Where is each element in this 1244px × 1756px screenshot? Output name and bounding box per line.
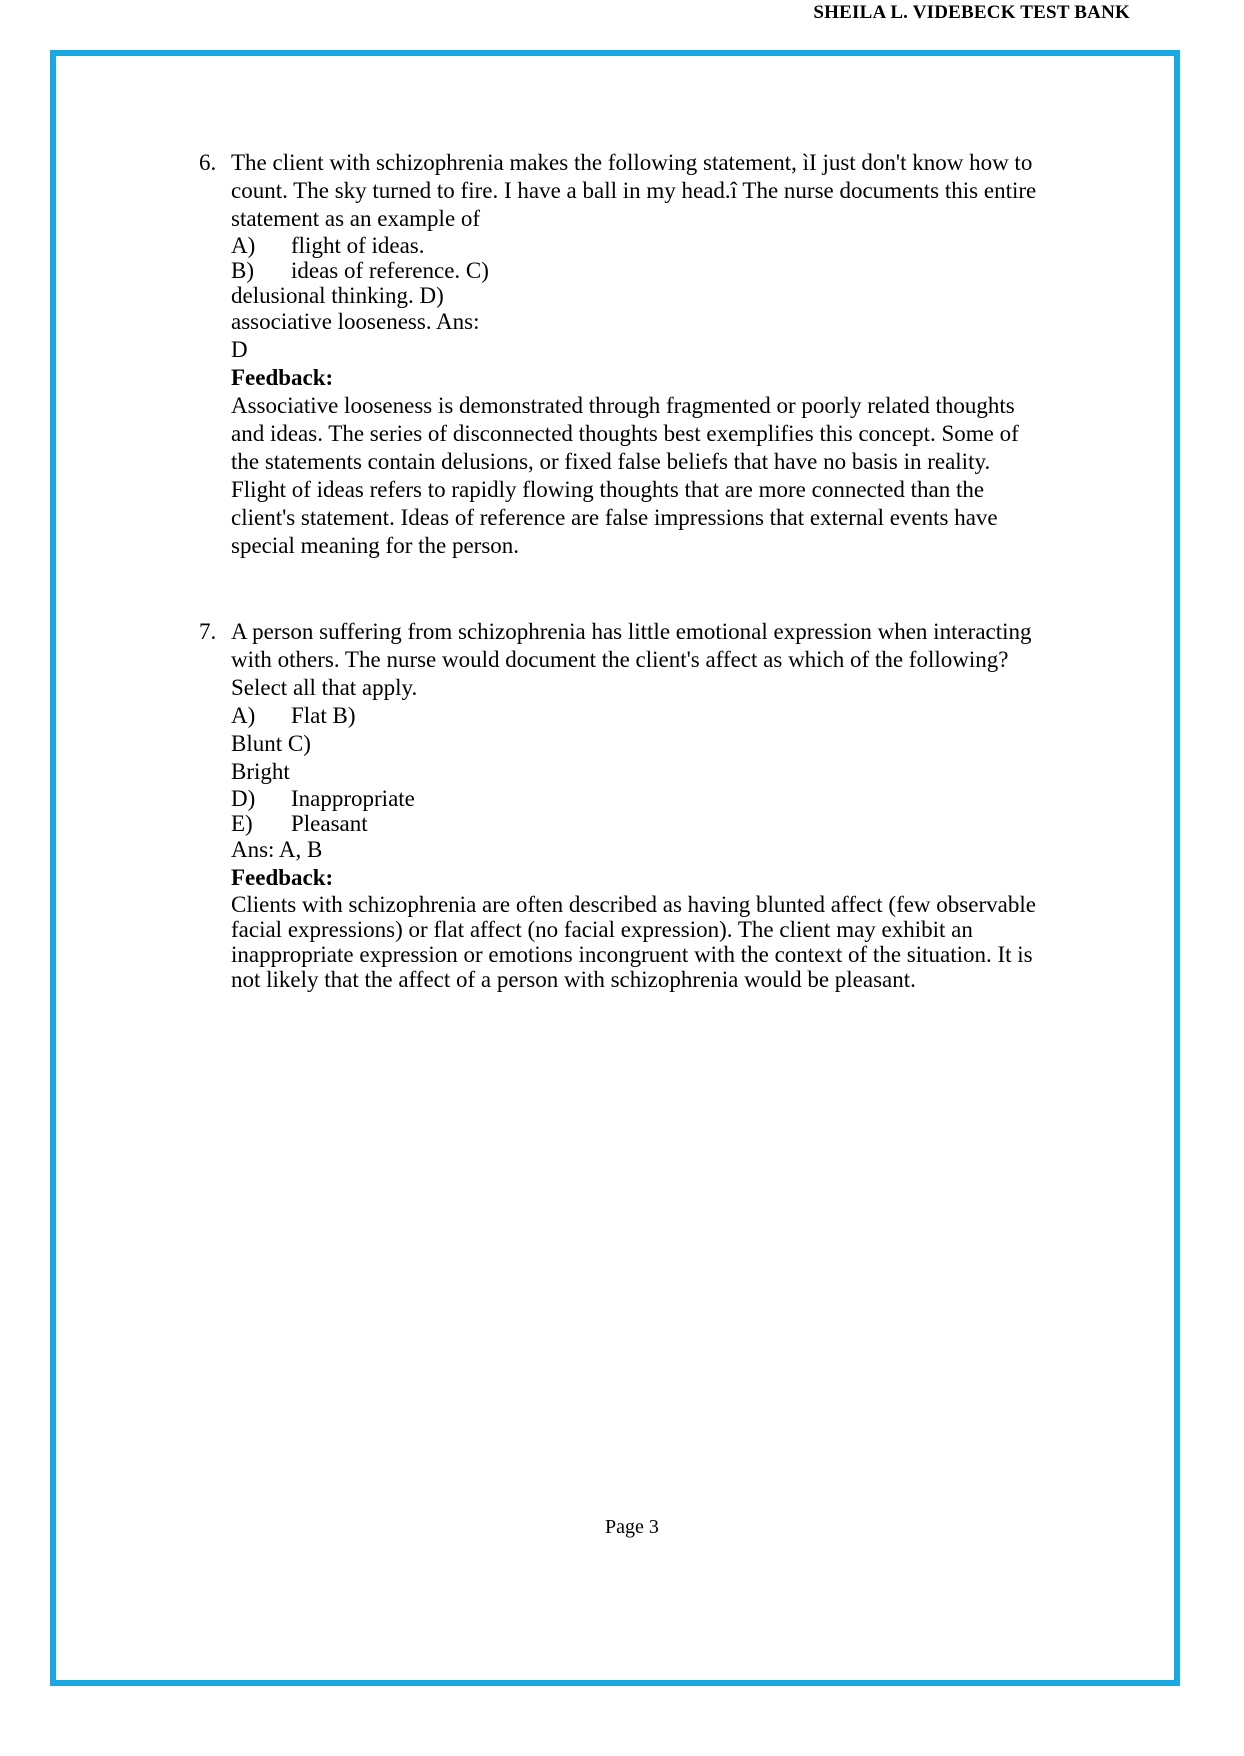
question-number: 7. — [199, 619, 217, 644]
feedback-line: inappropriate expression or emotions incongruent with the context of the situation. It is — [231, 942, 1033, 967]
option-e — [231, 811, 1129, 836]
question-stem-line: statement as an example of — [231, 206, 481, 231]
feedback-line: facial expressions) or flat affect (no facial expression). The client may exhibit an — [231, 917, 973, 942]
feedback-line: client's statement. Ideas of reference are false impressions that external events have — [231, 505, 998, 530]
question-7 — [199, 618, 1129, 992]
question-stem-line: The client with schizophrenia makes the following statement, ìI just don't know how to — [231, 150, 1033, 175]
option-letter: A) — [231, 233, 256, 258]
document-header: SHEILA L. VIDEBECK TEST BANK — [813, 2, 1130, 23]
question-6 — [199, 149, 1129, 560]
option-letter: A) — [231, 703, 256, 728]
question-number: 6. — [199, 150, 217, 175]
feedback-label: Feedback: — [231, 865, 334, 890]
feedback-line: the statements contain delusions, or fixed false beliefs that have no basis in reality. — [231, 449, 991, 474]
answer-line: Ans: A, B — [231, 837, 323, 862]
question-stem-line: Select all that apply. — [231, 675, 418, 700]
option-text-line: Blunt C) — [231, 731, 311, 756]
option-text: Pleasant — [291, 811, 368, 836]
option-text-line: delusional thinking. D) — [231, 283, 444, 308]
option-letter: B) — [231, 258, 254, 283]
feedback-label: Feedback: — [231, 365, 334, 390]
option-letter: E) — [231, 811, 253, 836]
page-number: Page 3 — [605, 1516, 659, 1538]
option-a — [231, 233, 1129, 258]
option-d — [231, 786, 1129, 811]
feedback-line: not likely that the affect of a person with schizophrenia would be pleasant. — [231, 967, 916, 992]
option-text: flight of ideas. — [291, 233, 425, 258]
feedback-line: special meaning for the person. — [231, 533, 520, 558]
feedback-line: Associative looseness is demonstrated through fragmented or poorly related thoughts — [231, 393, 1015, 418]
option-text: Flat B) — [291, 703, 356, 728]
answer-line: D — [231, 337, 248, 362]
feedback-line: Flight of ideas refers to rapidly flowing thoughts that are more connected than the — [231, 477, 985, 502]
question-stem-line: with others. The nurse would document the client's affect as which of the following? — [231, 647, 1009, 672]
option-letter: D) — [231, 786, 256, 811]
question-stem-line: count. The sky turned to fire. I have a ball in my head.î The nurse documents this entire — [231, 178, 1037, 203]
option-text: ideas of reference. C) — [291, 258, 489, 283]
option-b — [231, 258, 1129, 283]
option-text-line: Bright — [231, 759, 290, 784]
feedback-line: Clients with schizophrenia are often described as having blunted affect (few observable — [231, 892, 1036, 917]
option-text: Inappropriate — [291, 786, 415, 811]
feedback-line: and ideas. The series of disconnected thoughts best exemplifies this concept. Some of — [231, 421, 1019, 446]
option-text-line: associative looseness. Ans: — [231, 309, 480, 334]
option-a — [231, 702, 1129, 730]
question-stem-line: A person suffering from schizophrenia has little emotional expression when interacting — [231, 619, 1032, 644]
